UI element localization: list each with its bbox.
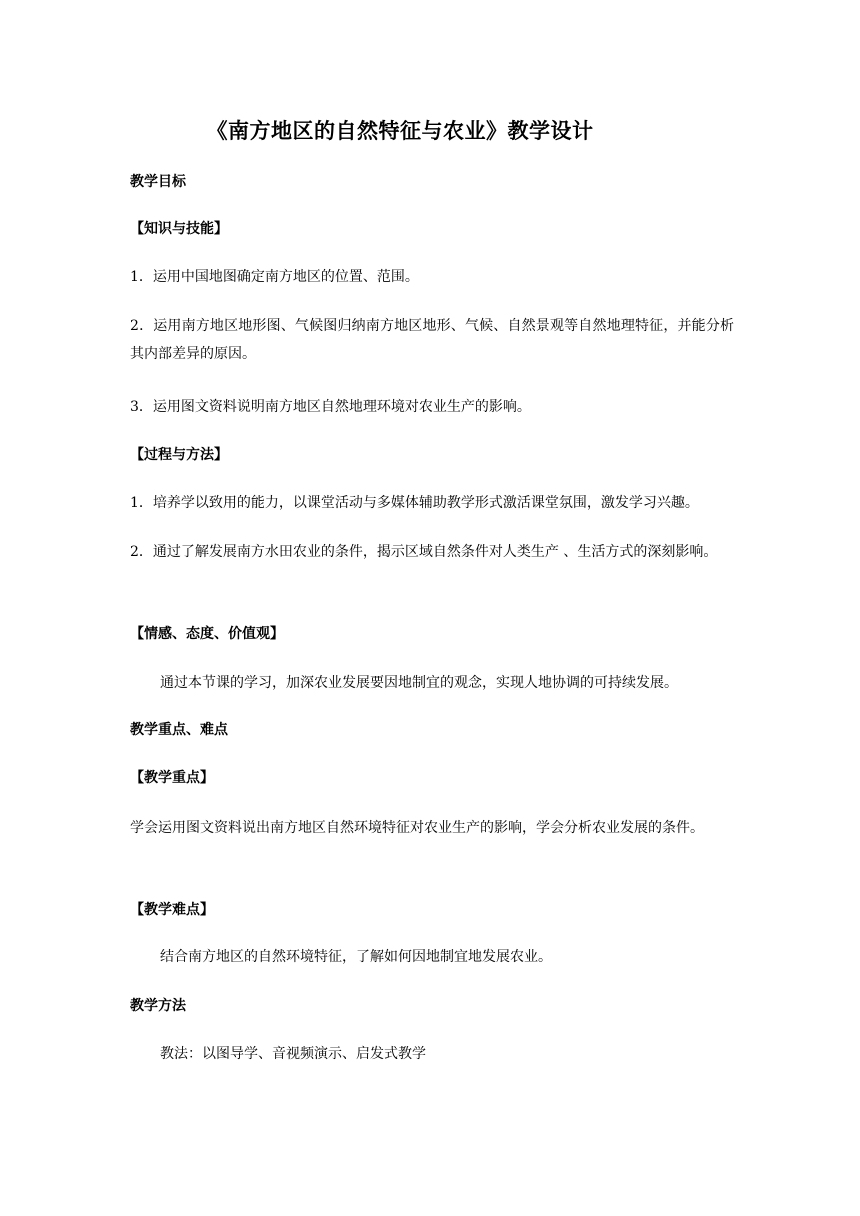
- knowledge-item-1: 1．运用中国地图确定南方地区的位置、范围。: [130, 269, 419, 285]
- knowledge-item-2: 2．运用南方地区地形图、气候图归纳南方地区地形、气候、自然景观等自然地理特征，并能分析其内部差异的原因。: [130, 318, 734, 362]
- keypoints-heading: 教学重点、难点: [130, 722, 228, 738]
- focus-text: 学会运用图文资料说出南方地区自然环境特征对农业生产的影响，学会分析农业发展的条件。: [130, 820, 704, 836]
- difficulty-heading: 【教学难点】: [130, 902, 214, 918]
- difficulty-text: 结合南方地区的自然环境特征，了解如何因地制宜地发展农业。: [160, 949, 552, 965]
- knowledge-item-3: 3．运用图文资料说明南方地区自然地理环境对农业生产的影响。: [130, 399, 531, 415]
- process-item-2: 2．通过了解发展南方水田农业的条件，揭示区域自然条件对人类生产 、生活方式的深刻影响。: [130, 544, 718, 560]
- emotion-text: 通过本节课的学习，加深农业发展要因地制宜的观念，实现人地协调的可持续发展。: [160, 675, 678, 691]
- emotion-heading: 【情感、态度、价值观】: [130, 626, 284, 642]
- document-title: 《南方地区的自然特征与农业》教学设计: [206, 119, 594, 143]
- focus-heading: 【教学重点】: [130, 770, 214, 786]
- goals-heading: 教学目标: [130, 174, 186, 190]
- method-text: 教法：以图导学、音视频演示、启发式教学: [160, 1046, 426, 1062]
- process-heading: 【过程与方法】: [130, 447, 228, 463]
- knowledge-heading: 【知识与技能】: [130, 221, 228, 237]
- method-heading: 教学方法: [130, 998, 186, 1014]
- process-item-1: 1．培养学以致用的能力，以课堂活动与多媒体辅助教学形式激活课堂氛围，激发学习兴趣。: [130, 495, 699, 511]
